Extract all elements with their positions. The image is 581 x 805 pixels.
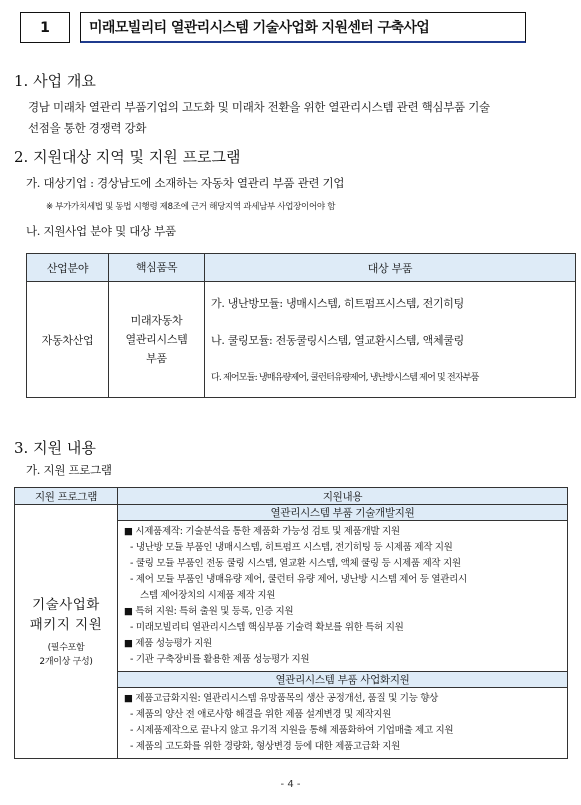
content-line: - 냉난방 모듈 부품인 냉매시스템, 히트펌프 시스템, 전기히팅 등 시제품 제작 지원 <box>130 542 453 553</box>
title-bar <box>20 12 526 43</box>
block2-body <box>118 688 568 759</box>
program-title-line: 패키지 지원 <box>29 616 103 633</box>
table-row <box>27 282 576 398</box>
content-line: - 미래모빌리티 열관리시스템 핵심부품 기술력 확보를 위한 특허 지원 <box>130 622 404 633</box>
section1-line-1: 경남 미래차 열관리 부품기업의 고도화 및 미래차 전환을 위한 열관리시스템 관련 핵심부품 기술 <box>28 100 490 114</box>
col-header-industry: 산업분야 <box>27 254 109 282</box>
parts-cell <box>205 282 576 398</box>
section2-item-b: 나. 지원사업 분야 및 대상 부품 <box>26 224 176 238</box>
section3-item-a: 가. 지원 프로그램 <box>26 463 112 477</box>
block2-title: 열관리시스템 부품 사업화지원 <box>118 672 568 688</box>
content-line: - 쿨링 모듈 부품인 전동 쿨링 시스템, 열교환 시스템, 액체 쿨링 등 시제품 제작 지원 <box>130 558 461 569</box>
core-item-cell <box>109 282 205 398</box>
title-number: 1 <box>20 12 70 43</box>
core-item-line: 부품 <box>146 352 167 365</box>
table-header-row <box>27 254 576 282</box>
program-cell <box>15 505 118 759</box>
page-number: - 4 - <box>280 779 301 790</box>
program-sub-line: (필수포함 <box>47 642 85 653</box>
parts-line: 나. 쿨링모듈: 전동쿨링시스템, 열교환시스템, 액체쿨링 <box>211 333 464 347</box>
core-item-line: 미래자동차 <box>130 314 183 327</box>
content-line: ■ 제품고급화지원: 열관리시스템 유망품목의 생산 공정개선, 품질 및 기능 향상 <box>124 693 438 704</box>
content-line: ■ 특허 지원: 특허 출원 및 등록, 인증 지원 <box>124 606 294 617</box>
support-field-table <box>26 253 576 398</box>
table-row <box>15 505 568 521</box>
section1-heading: 1. 사업 개요 <box>14 72 96 90</box>
content-line: - 제품의 고도화를 위한 경량화, 형상변경 등에 대한 제품고급화 지원 <box>130 741 401 752</box>
section2-note: ※ 부가가치세법 및 동법 시행령 제8조에 근거 해당지역 과세남부 사업장이어야 함 <box>46 202 336 212</box>
core-item-line: 열관리시스템 <box>125 333 188 346</box>
program-title-line: 기술사업화 <box>32 596 100 613</box>
col-header-core-item: 핵심품목 <box>109 254 205 282</box>
section2-heading: 2. 지원대상 지역 및 지원 프로그램 <box>14 148 241 166</box>
support-program-table <box>14 487 568 759</box>
col-header-content: 지원내용 <box>118 488 568 505</box>
block1-title: 열관리시스템 부품 기술개발지원 <box>118 505 568 521</box>
page-title: 미래모빌리티 열관리시스템 기술사업화 지원센터 구축사업 <box>80 12 526 43</box>
section1-line-2: 선점을 통한 경쟁력 강화 <box>28 121 147 135</box>
content-line: - 기관 구축장비를 활용한 제품 성능평가 지원 <box>130 654 310 665</box>
industry-cell: 자동차산업 <box>27 282 109 398</box>
col-header-parts: 대상 부품 <box>205 254 576 282</box>
table-header-row <box>15 488 568 505</box>
parts-line: 가. 냉난방모듈: 냉매시스템, 히트펌프시스템, 전기히팅 <box>211 296 464 310</box>
content-line: ■ 시제품제작: 기술분석을 통한 제품화 가능성 검토 및 제품개발 지원 <box>124 526 400 537</box>
col-header-program: 지원 프로그램 <box>15 488 118 505</box>
content-line: - 제어 모듈 부품인 냉매유량 제어, 쿨런터 유량 제어, 냉난방 시스템 제어 등 열관리시 <box>130 574 467 585</box>
content-line: - 시제품제작으로 끝나지 않고 유기적 지원을 통해 제품화하여 기업매출 제고 지원 <box>130 725 454 736</box>
content-line: - 제품의 양산 전 애로사항 해결을 위한 제품 설계변경 및 제작지원 <box>130 709 392 720</box>
section2-item-a: 가. 대상기업 : 경상남도에 소재하는 자동차 열관리 부품 관련 기업 <box>26 176 345 190</box>
parts-line: 다. 제어모듈: 냉매유량제어, 쿨런터유량제어, 냉난방시스템 제어 및 전자부품 <box>211 373 479 383</box>
content-line: 스템 제어장치의 시제품 제작 지원 <box>140 590 276 601</box>
block1-body <box>118 521 568 672</box>
section3-heading: 3. 지원 내용 <box>14 439 96 457</box>
content-line: ■ 제품 성능평가 지원 <box>124 638 212 649</box>
program-sub-line: 2개이상 구성) <box>39 656 93 667</box>
